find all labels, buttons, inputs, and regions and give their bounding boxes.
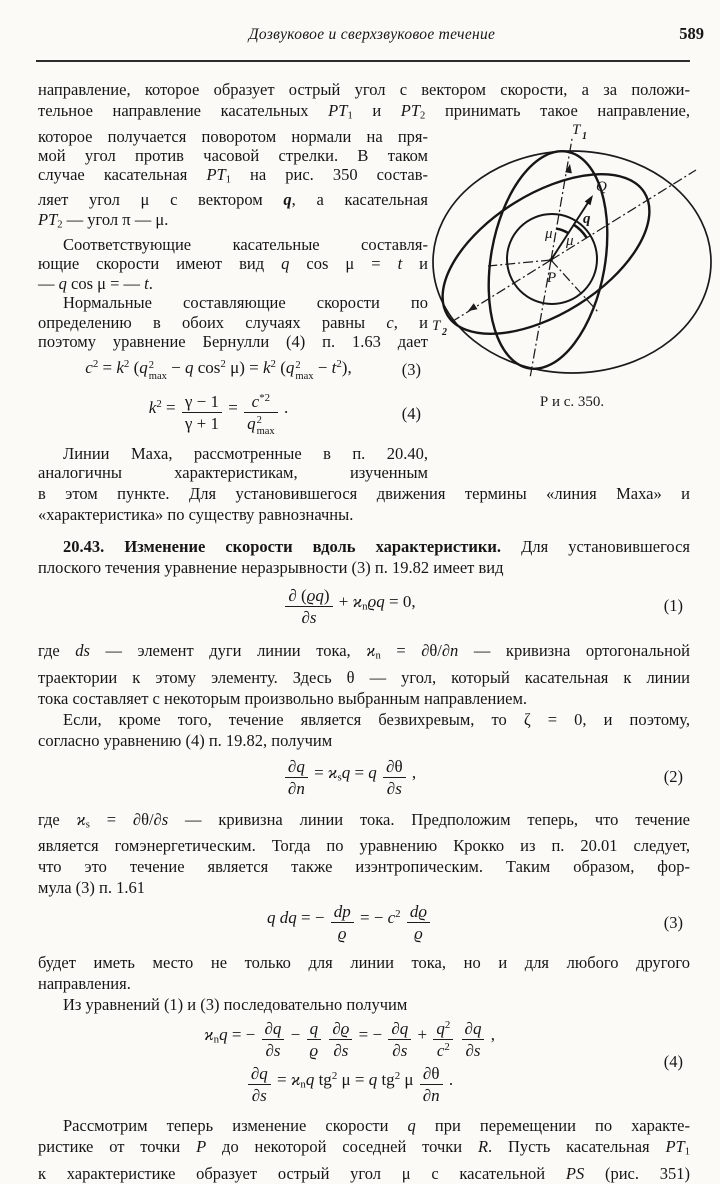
text-line: согласно уравнению (4) п. 19.82, получим (38, 730, 333, 750)
fraction: $\frac{\partial q}{\partial s}$ (262, 1019, 285, 1060)
text-line: направление, которое образует острый угол с вектором скорости, а за положи- (38, 80, 690, 99)
text-line: тельное направление касательных $PT_1$ и $PT_2$ принимать такое направление, (38, 101, 690, 122)
text-line: направления. (38, 974, 131, 994)
text-line: поэтому уравнение Бернулли (4) п. 1.63 дает (38, 331, 428, 351)
text-line: «характеристика» по существу равнозначны. (38, 504, 354, 524)
equation-line: q dq = − $\frac{dp}{ϱ}$ = − $c^2$ $\frac{dϱ}{ϱ}$ (64, 902, 635, 943)
fraction: $\frac{\partial\theta}{\partial s}$ (383, 757, 406, 798)
equation (38, 1015, 690, 1109)
text-line: будет иметь место не только для линии тока, но и для любого другого (38, 953, 690, 973)
fraction: $c^{*2}$ q 2 max (244, 392, 278, 437)
equation (38, 753, 690, 802)
equation (38, 898, 690, 947)
outer-circle (433, 151, 711, 373)
equation-line: $c^2 = k^2$ (q 2 max − q $\cos^2 \mu) = k^2$ (q 2 max − $t^2$), (85, 358, 352, 382)
text-line: ляет угол μ с вектором q, а касательная (38, 190, 428, 210)
equation-body (38, 354, 373, 385)
equation-body (38, 1015, 635, 1109)
figure-350 (426, 116, 718, 411)
text-line: случае касательная $PT_1$ на рис. 350 состав- (38, 165, 428, 187)
label-t1: T (572, 122, 581, 138)
text-line: ристике от точки P до некоторой соседней точки R. Пусть касательная $PT_1$ (38, 1137, 691, 1159)
equation-number: (2) (663, 767, 683, 787)
text-line: определению в обоих случаях равны c, и (38, 312, 428, 332)
label-q-point: Q (596, 179, 607, 195)
shallow-ellipse (426, 142, 676, 367)
label-t2-sub: 2 (442, 327, 447, 338)
figure-350-drawing (426, 116, 718, 388)
header-rule (36, 60, 690, 62)
equation (38, 388, 428, 441)
text-line: плоского течения уравнение неразрывности (3) п. 19.82 имеет вид (38, 557, 504, 577)
text-line: — q cos μ = — t. (38, 273, 153, 293)
text-line: мула (3) п. 1.61 (38, 878, 145, 898)
label-mu-left: μ (545, 226, 553, 242)
label-p: P (547, 270, 557, 286)
label-q-vector: q (583, 211, 591, 227)
text-line: что это течение является также изэнтропическим. Таким образом, фор- (38, 857, 690, 877)
fraction: $\frac{dp}{ϱ}$ (331, 902, 354, 943)
page-number: 589 (679, 24, 704, 43)
fraction: $\frac{\partial q}{\partial s}$ (388, 1019, 411, 1060)
equation-number: (3) (401, 360, 421, 379)
fraction: $\frac{dϱ}{ϱ}$ (407, 902, 430, 943)
page-header (38, 26, 706, 56)
sup-sub: 2 max (295, 359, 314, 382)
equation-line: $\frac{\partial q}{\partial s}$ = $ϰ_nq$ $tg^2$ μ = q $tg^2$ μ $\frac{\partial\theta}{\partial n}$ . (64, 1064, 635, 1105)
fraction: $\frac{q^2}{c^2}$ (433, 1019, 453, 1060)
q-vector-arrowhead (585, 195, 593, 205)
text-line: ющие скорости имеют вид q cos μ = t и (38, 254, 428, 274)
label-t2: T (432, 318, 441, 334)
text-line: Рассмотрим теперь изменение скорости q при перемещении по характе- (63, 1116, 691, 1136)
text-line: Соответствующие касательные составля- (63, 234, 428, 254)
equation (38, 354, 428, 385)
text-line: траектории к этому элементу. Здесь θ — угол, который касательная к линии (38, 667, 690, 687)
arrowhead-t1 (565, 164, 572, 173)
text-line: Нормальные составляющие скорости по (63, 293, 428, 313)
text-line: 20.43. Изменение скорости вдоль характеристики. Для установившегося (63, 536, 691, 556)
fraction: $\frac{\partial ϱ}{\partial s}$ (329, 1019, 352, 1060)
fraction: $\frac{\partial q}{\partial s}$ (248, 1064, 271, 1105)
label-t1-sub: 1 (582, 131, 587, 142)
fraction: $\frac{\gamma - 1}{\gamma + 1}$ (182, 392, 222, 433)
equation-number: (3) (663, 912, 683, 932)
text-line: тока составляет с некоторым произвольно выбранным направлением. (38, 688, 528, 708)
fraction: $\frac{\partial\theta}{\partial n}$ (420, 1064, 443, 1105)
text-line: Если, кроме того, течение является безвихревым, то ζ = 0, и поэтому, (63, 709, 690, 729)
axis-t2 (453, 260, 551, 321)
text-line: где $ϰ_s = \partial\theta/\partial s$ — кривизна линии тока. Предположим теперь, что течение (38, 809, 690, 831)
text-line: аналогичны характеристикам, изученным (38, 463, 428, 483)
fraction: $\frac{\partial q}{\partial s}$ (462, 1019, 485, 1060)
equation-body (38, 753, 635, 802)
text-line: $PT_2$ — угол π — μ. (38, 209, 169, 231)
running-head: Дозвуковое и сверхзвуковое течение (248, 26, 496, 43)
text-line: Линии Маха, рассмотренные в п. 20.40, (63, 444, 428, 464)
fraction: $\frac{\partial (ϱq)}{\partial s}$ (285, 586, 332, 627)
sup-sub: 2 max (148, 359, 167, 382)
sup-sub: 2 max (256, 414, 275, 437)
text-line: в этом пункте. Для установившегося движения термины «линия Маха» и (38, 483, 690, 503)
equation-line: $\frac{\partial q}{\partial n}$ = $ϰ_sq = q$ $\frac{\partial\theta}{\partial s}$ , (64, 757, 635, 798)
text-line: Из уравнений (1) и (3) последовательно получим (63, 995, 408, 1015)
figure-caption: Р и с. 350. (539, 394, 605, 410)
arrowhead-t2 (468, 303, 478, 311)
equation-body (38, 582, 635, 631)
equation-line: $\frac{\partial (ϱq)}{\partial s}$ + $ϰ_nϱq = 0$, (64, 586, 635, 627)
equation-number: (4) (663, 1052, 683, 1072)
point-p-dot (549, 258, 553, 262)
label-mu-right: μ (566, 233, 574, 249)
equation-number: (4) (401, 404, 421, 424)
text-line: где ds — элемент дуги линии тока, $ϰ_n = \partial\theta/\partial n$ — кривизна ортогональной (38, 640, 690, 662)
text-line: является гомэнергетическим. Тогда по уравнению Крокко из п. 20.01 следует, (38, 836, 690, 856)
text-line: которое получается поворотом нормали на пря- (38, 126, 428, 146)
fraction: $\frac{q}{ϱ}$ (307, 1019, 322, 1060)
fraction: $\frac{\partial q}{\partial n}$ (285, 757, 308, 798)
axis-left (488, 260, 551, 266)
equation-body (38, 388, 373, 441)
text-line: к характеристике образует острый угол μ с касательной PS (рис. 351) (38, 1164, 690, 1184)
equation (38, 582, 690, 631)
equation-number: (1) (663, 596, 683, 616)
equation-line: $ϰ_nq$ = − $\frac{\partial q}{\partial s}$ − $\frac{q}{ϱ}$ $\frac{\partial ϱ}{\partial s}$ = − $\frac{\partial q}{\partial s}$ + $\frac{q^2}{c^2}$ $\frac{\partial q}{\partial s}$ , (204, 1019, 495, 1061)
text-line: мой угол против часовой стрелки. В таком (38, 146, 428, 166)
equation-line: $k^2$ = $\frac{\gamma - 1}{\gamma + 1}$ = $c^{*2}$ q 2 max . (148, 391, 289, 437)
equation-body (38, 898, 635, 947)
